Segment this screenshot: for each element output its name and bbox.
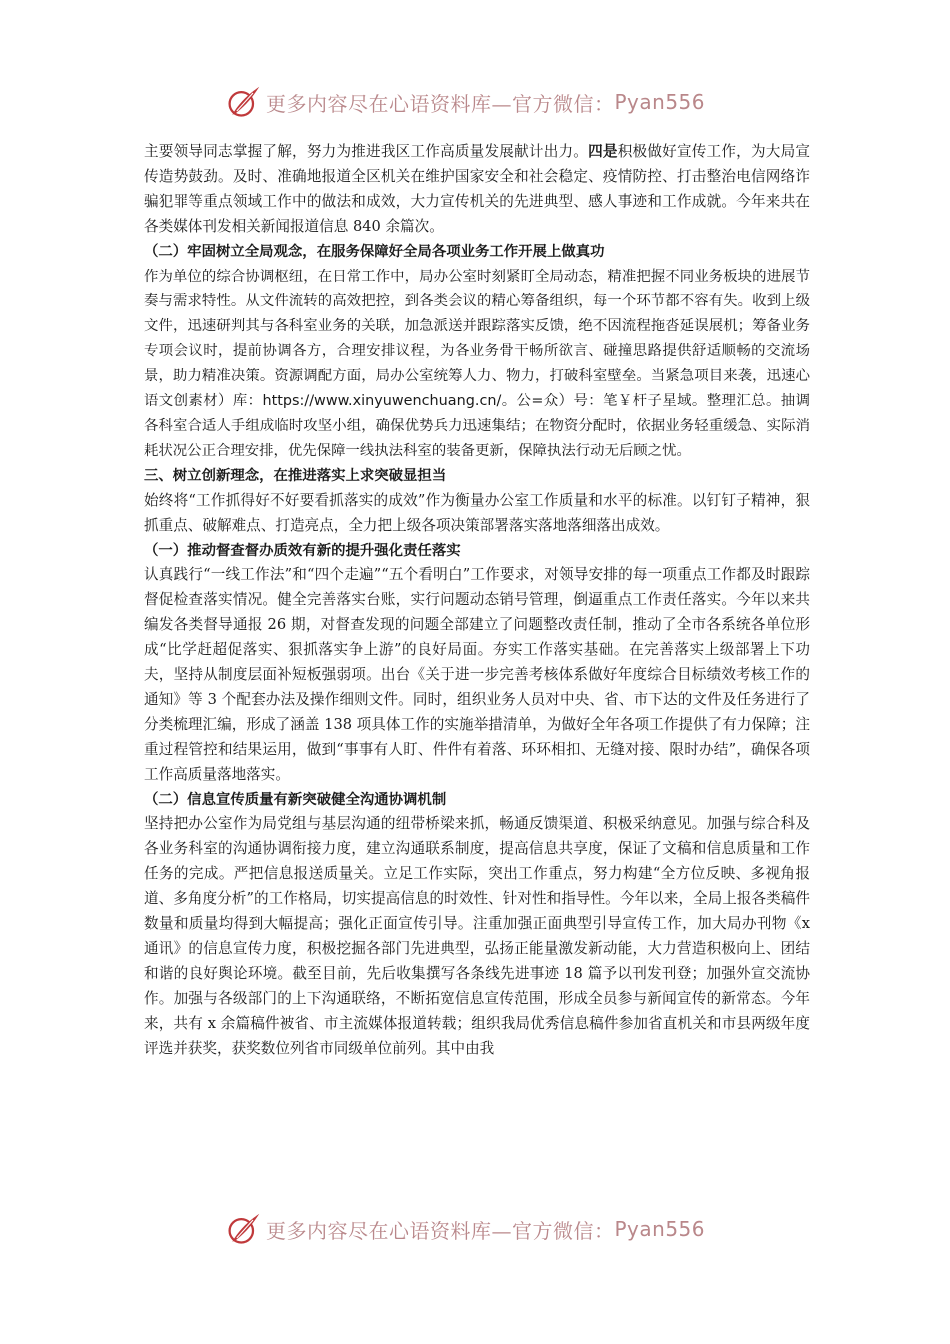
document-body [144, 140, 810, 1062]
paragraph-text: 积极做好宣传工作，为大局宣传造势鼓劲。及时、准确地报道全区机关在维护国家安全和社会稳定、疫情防控、打击整治电信网络诈骗犯罪等重点领域工作中的做法和成效，大力宣传机关的先进典型、感人事迹和工作成就。今年来共在各类媒体刊发相关新闻报道信息 840 余篇次。 [144, 143, 810, 235]
bold-marker: 四是 [588, 143, 618, 160]
section-heading: 三、树立创新理念，在推进落实上求突破显担当 [144, 467, 447, 484]
paragraph: 坚持把办公室作为局党组与基层沟通的纽带桥梁来抓，畅通反馈渠道、积极采纳意见。加强与综合科及各业务科室的沟通协调衔接力度，建立沟通联系制度，提高信息共享度，保证了文稿和信息质量和工作任务的完成。严把信息报送质量关。立足工作实际，突出工作重点，努力构建“全方位反映、多视角报道、多角度分析”的工作格局，切实提高信息的时效性、针对性和指导性。今年以来，全局上报各类稿件数量和质量均得到大幅提高；强化正面宣传引导。注重加强正面典型引导宣传工作，加大局办刊物《x 通讯》的信息宣传力度，积极挖掘各部门先进典型，弘扬正能量激发新动能，大力营造积极向上、团结和谐的良好舆论环境。截至目前，先后收集撰写各条线先进事迹 18 篇予以刊发刊登；加强外宣交流协作。加强与各级部门的上下沟通联络，不断拓宽信息宣传范围，形成全员参与新闻宣传的新常态。今年来，共有 x 余篇稿件被省、市主流媒体报道转载；组织我局优秀信息稿件参加省直机关和市县两级年度评选并获奖，获奖数位列省市同级单位前列。其中由我 [144, 815, 810, 1057]
quill-logo-icon [226, 1211, 262, 1247]
section-heading: （二）信息宣传质量有新突破健全沟通协调机制 [144, 791, 447, 808]
paragraph [144, 140, 810, 240]
footer-watermark-banner [226, 1209, 746, 1249]
banner-wechat-id: Pyan556 [614, 1217, 706, 1241]
section-heading: （一）推动督查督办质效有新的提升强化责任落实 [144, 542, 461, 559]
banner-text: 更多内容尽在心语资料库—官方微信： [266, 1218, 615, 1243]
quill-logo-icon [226, 84, 262, 120]
header-watermark-banner [226, 82, 746, 122]
paragraph: 认真践行“一线工作法”和“四个走遍”“五个看明白”工作要求，对领导安排的每一项重点工作都及时跟踪督促检查落实情况。健全完善落实台账，实行问题动态销号管理，倒逼重点工作责任落实。今年以来共编发各类督导通报 26 期，对督查发现的问题全部建立了问题整改责任制，推动了全市各系统各单位形成“比学赶超促落实、狠抓落实争上游”的良好局面。夯实工作落实基础。在完善落实上级部署上下功夫，坚持从制度层面补短板强弱项。出台《关于进一步完善考核体系做好年度综合目标绩效考核工作的通知》等 3 个配套办法及操作细则文件。同时，组织业务人员对中央、省、市下达的文件及任务进行了分类梳理汇编，形成了涵盖 138 项具体工作的实施举措清单，为做好全年各项工作提供了有力保障；注重过程管控和结果运用，做到“事事有人盯、件件有着落、环环相扣、无缝对接、限时办结”，确保各项工作高质量落地落实。 [144, 566, 810, 783]
banner-text: 更多内容尽在心语资料库—官方微信： [266, 91, 615, 116]
section-heading: （二）牢固树立全局观念，在服务保障好全局各项业务工作开展上做真功 [144, 243, 605, 260]
paragraph: 作为单位的综合协调枢纽，在日常工作中，局办公室时刻紧盯全局动态，精准把握不同业务板块的进展节奏与需求特性。从文件流转的高效把控，到各类会议的精心筹备组织，每一个环节都不容有失。收到上级文件，迅速研判其与各科室业务的关联，加急派送并跟踪落实反馈，绝不因流程拖沓延误展机；筹备业务专项会议时，提前协调各方，合理安排议程，为各业务骨干畅所欲言、碰撞思路提供舒适顺畅的交流场景，助力精准决策。资源调配方面，局办公室统筹人力、物力，打破科室壁垒。当紧急项目来袭，迅速心语文创素材）库：https://www.xinyuwenchuang.cn/。公=众）号：笔￥杆子星域。整理汇总。抽调各科室合适人手组成临时攻坚小组，确保优势兵力迅速集结；在物资分配时，依据业务轻重缓急、实际消耗状况公正合理安排，优先保障一线执法科室的装备更新，保障执法行动无后顾之忧。 [144, 268, 810, 459]
paragraph: 始终将“工作抓得好不好要看抓落实的成效”作为衡量办公室工作质量和水平的标准。以钉钉子精神，狠抓重点、破解难点、打造亮点，全力把上级各项决策部署落实落地落细落出成效。 [144, 491, 810, 534]
banner-wechat-id: Pyan556 [614, 90, 706, 114]
paragraph-text: 主要领导同志掌握了解，努力为推进我区工作高质量发展献计出力。 [144, 143, 589, 160]
